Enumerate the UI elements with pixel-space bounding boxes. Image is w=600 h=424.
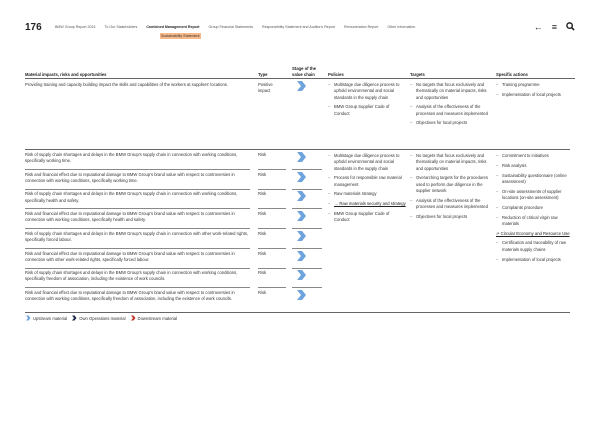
- header-policies: Policies: [328, 72, 344, 77]
- type-text: Risk: [258, 270, 267, 276]
- target-item: – Analysis of the effectiveness of the processes and measures implemented: [410, 104, 490, 117]
- row-divider: [258, 287, 286, 288]
- page-number: 176: [25, 22, 42, 33]
- header-impacts: Material impacts, risks and opportunities: [25, 72, 107, 77]
- policy-item: – Multistage due diligence process to uphold environmental and social standards in the supply chain: [328, 82, 406, 101]
- row-divider: [292, 287, 322, 288]
- header-divider: [25, 78, 575, 79]
- upstream-chevron-icon: [295, 250, 307, 262]
- link-text[interactable]: ↗ Circular Economy and Resource Use: [496, 230, 570, 236]
- upstream-chevron-icon: [295, 190, 307, 202]
- row-divider: [25, 248, 250, 249]
- nav-financial[interactable]: Group Financial Statements: [208, 25, 253, 29]
- targets-list: [410, 82, 490, 130]
- upstream-chevron-icon: [295, 151, 307, 163]
- impact-text: Risk and financial effect due to reputational damage to BMW Group's brand value with respect to controversies in connection with working conditions, specifically health and safety.: [25, 211, 235, 223]
- legend: [25, 315, 177, 321]
- row-divider: [25, 268, 250, 269]
- row-divider: [25, 208, 250, 209]
- actions-list: [496, 153, 574, 266]
- policy-item: – Process for responsible raw material management: [328, 175, 406, 188]
- row-divider: [292, 208, 322, 209]
- target-item: – Objectives for local projects: [410, 120, 490, 126]
- action-item: – Sustainability questionnaire (online assessment): [496, 173, 574, 186]
- section-divider: [25, 149, 570, 150]
- back-arrow-icon[interactable]: ←: [533, 22, 543, 32]
- policies-list: [328, 153, 406, 227]
- search-icon[interactable]: [566, 22, 575, 33]
- nav-responsibility[interactable]: Responsibility Statement and Auditor's Report: [262, 25, 335, 29]
- row-divider: [258, 248, 286, 249]
- upstream-chevron-icon: [25, 315, 31, 321]
- type-text: Risk: [258, 250, 267, 256]
- row-divider: [292, 248, 322, 249]
- header-actions: Specific actions: [496, 72, 528, 77]
- impact-text: Risk and financial effect due to reputational damage to BMW Group's brand value with respect to controversies in connection with working conditions, specifically working time.: [25, 171, 235, 183]
- row-divider: [25, 287, 250, 288]
- policy-item: – Multistage due diligence process to uphold environmental and social standards in the supply chain: [328, 153, 406, 172]
- row-divider: [25, 228, 250, 229]
- legend-own-operations: Own Operations material: [79, 315, 126, 321]
- targets-list: [410, 153, 490, 224]
- impact-text: Risk of supply chain shortages and delays in the BMW Group's supply chain in connection with working conditions, specifically health and safety.: [25, 191, 238, 203]
- policy-item: – BMW Group Supplier Code of Conduct: [328, 211, 406, 224]
- type-text: Risk: [258, 211, 267, 217]
- action-item: – Implementation of local projects: [496, 92, 566, 98]
- row-divider: [25, 189, 250, 190]
- row-divider: [258, 208, 286, 209]
- impact-text: Risk of supply chain shortages and delays in the BMW Group's supply chain in connection with other work-related rights, specifically forced labour.: [25, 230, 249, 243]
- header-targets: Targets: [410, 72, 425, 77]
- target-item: – No targets that focus exclusively and thematically on material impacts, risks and opportunities: [410, 153, 490, 172]
- legend-downstream: Downstream material: [137, 315, 178, 321]
- section-divider: [25, 312, 570, 313]
- action-item: – Certification and traceability of raw materials supply chains: [496, 240, 574, 253]
- link-text[interactable]: → Raw materials security and strategy: [334, 201, 406, 207]
- row-divider: [292, 268, 322, 269]
- upstream-chevron-icon: [295, 171, 307, 183]
- nav-report[interactable]: BMW Group Report 2024: [55, 25, 96, 29]
- upstream-chevron-icon: [295, 269, 307, 281]
- impact-text: Risk and financial effect due to reputational damage to BMW Group's brand value with respect to controversies in connection with other work-related rights, specifically forced labour.: [25, 250, 235, 262]
- legend-upstream: Upstream material: [33, 315, 68, 321]
- impact-text: Risk of supply chain shortages and delays in the BMW Group's supply chain in connection with working conditions, specifically working time.: [25, 152, 238, 164]
- raw-materials-link[interactable]: [328, 201, 406, 207]
- nav-sustainability-statement[interactable]: Sustainability Statement: [161, 34, 200, 38]
- header-type: Type: [258, 72, 268, 77]
- upstream-chevron-icon: [295, 230, 307, 242]
- type-text: Risk: [258, 191, 267, 197]
- nav-remuneration[interactable]: Remuneration Report: [344, 25, 379, 29]
- action-item: – Implementation of local projects: [496, 257, 574, 263]
- policies-list: [328, 82, 406, 120]
- nav-stakeholders[interactable]: To Our Stakeholders: [104, 25, 138, 29]
- type-text: Risk: [258, 152, 267, 157]
- row-divider: [25, 169, 250, 170]
- nav-management-report[interactable]: Combined Management Report: [146, 25, 200, 29]
- row-divider: [292, 189, 322, 190]
- upstream-chevron-icon: [295, 210, 307, 222]
- impact-text: Risk of supply chain shortages and delays in the BMW Group's supply chain in connection with working conditions, specifically freedom of association, including the existence of work councils.: [25, 270, 238, 282]
- type-text: Risk: [258, 171, 267, 177]
- menu-icon[interactable]: ≡: [551, 22, 557, 32]
- action-item: – Complaints procedure: [496, 205, 574, 211]
- action-item: – Commitment to initiatives: [496, 153, 574, 159]
- upstream-chevron-icon: [295, 80, 307, 92]
- target-item: – Objectives for local projects: [410, 214, 490, 220]
- action-item: – Risk analysis: [496, 163, 574, 169]
- target-item: – No targets that focus exclusively and thematically on material impacts, risks and opportunities: [410, 82, 490, 101]
- own-operations-chevron-icon: [71, 315, 77, 321]
- row-divider: [258, 228, 286, 229]
- type-text: Risk: [258, 289, 267, 295]
- policy-item: – BMW Group Supplier Code of Conduct: [328, 104, 406, 117]
- target-item: – Overarching targets for the procedures used to perform due diligence in the supplier network: [410, 175, 490, 194]
- impact-text: Providing training and capacity building impact the skills and capabilities of the workers at suppliers' locations.: [25, 82, 229, 87]
- nav-other[interactable]: Other Information: [387, 25, 416, 29]
- action-item: – Training programme: [496, 82, 566, 88]
- header-stage: Stage of the value chain: [292, 66, 316, 77]
- impact-text: Risk and financial effect due to reputational damage to BMW Group's brand value with respect to controversies in connection with working conditions, specifically freedom of association, including the existence of work councils.: [25, 289, 235, 302]
- type-text: Positive impact: [258, 82, 273, 94]
- circular-economy-link[interactable]: [496, 231, 574, 237]
- upstream-chevron-icon: [295, 289, 307, 301]
- target-item: – Analysis of the effectiveness of the processes and measures implemented: [410, 198, 490, 211]
- action-item: – On-site assessments of supplier locations (on-site assessment): [496, 189, 574, 202]
- top-navigation: [55, 25, 415, 29]
- row-divider: [258, 268, 286, 269]
- row-divider: [258, 169, 286, 170]
- policy-item: – Raw materials strategy: [328, 191, 406, 197]
- row-divider: [258, 189, 286, 190]
- row-divider: [292, 169, 322, 170]
- downstream-chevron-icon: [130, 315, 136, 321]
- actions-list: [496, 82, 566, 102]
- action-item: – Reduction of critical virgin raw materials: [496, 215, 574, 228]
- row-divider: [292, 228, 322, 229]
- type-text: Risk: [258, 230, 267, 236]
